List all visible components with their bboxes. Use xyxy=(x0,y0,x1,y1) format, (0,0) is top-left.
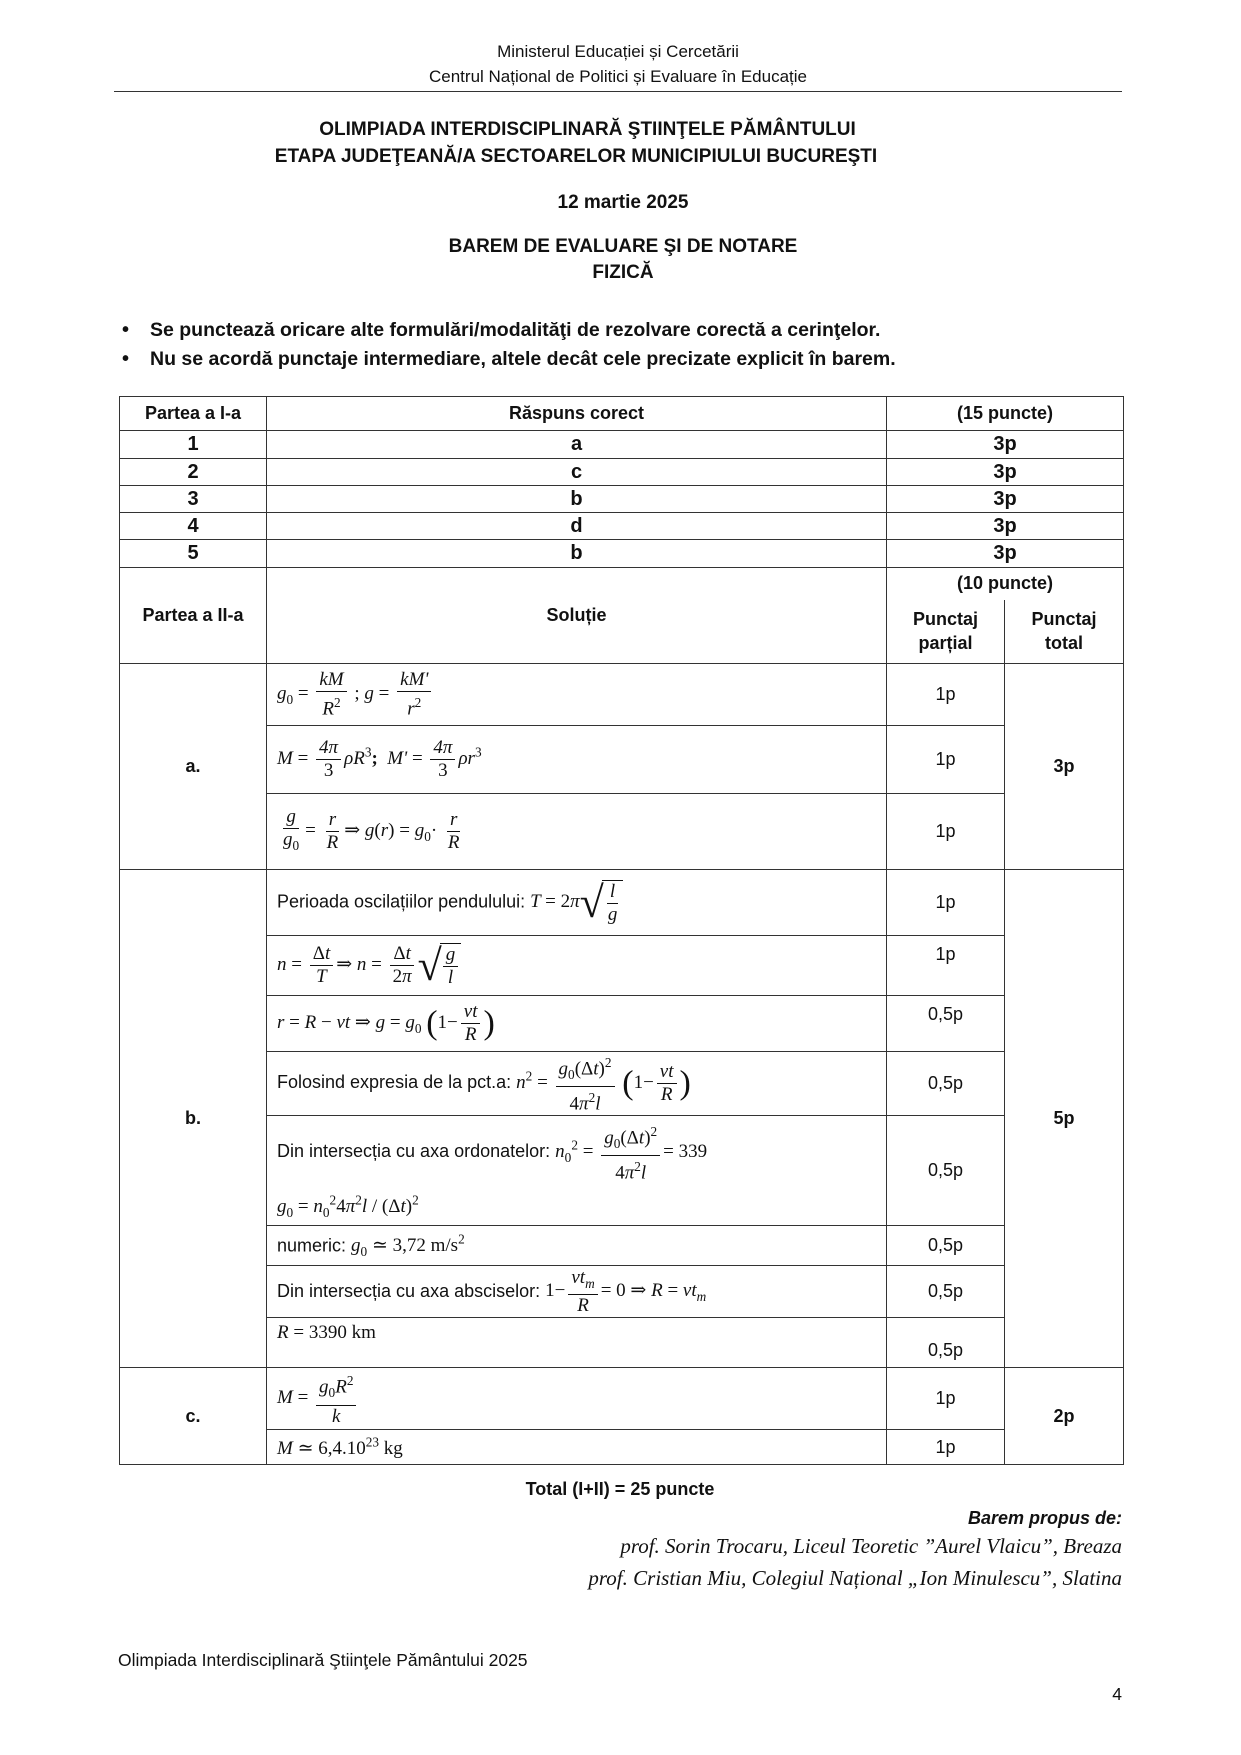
subject-title: FIZICĂ xyxy=(592,262,654,283)
total-header: Punctaj total xyxy=(1005,600,1124,664)
part1-header-row xyxy=(120,397,1124,431)
mass-exponent: 23 xyxy=(365,1434,380,1450)
formula-n-squared: Folosind expresia de la pct.a: $n^2$ = $\frac{g_0(\Delta t)^2}{4\pi^2l}$ (1− $\frac{vt}{R}$ ) xyxy=(267,1052,887,1116)
partial-points: 1p xyxy=(887,726,1005,794)
partial-points: 1p xyxy=(887,936,1005,996)
text-numeric: numeric: xyxy=(277,1235,347,1256)
part2-b-row xyxy=(120,1226,1124,1266)
footer-text: Olimpiada Interdisciplinară Ştiinţele Pământului 2025 xyxy=(118,1650,528,1670)
mass-value: 6,4.10 xyxy=(318,1438,366,1460)
partial-points: 0,5p xyxy=(887,1116,1005,1226)
partial-points: 1p xyxy=(887,870,1005,936)
partial-points: 1p xyxy=(887,794,1005,870)
formula-oscillations: n = $\frac{\Delta t}{T}$ ⇒ n = $\frac{\Delta t}{2\pi}$ √ $\frac{g}{l}$ xyxy=(267,936,887,996)
part2-label: Partea a II-a xyxy=(120,568,267,664)
partial-points: 0,5p xyxy=(887,1052,1005,1116)
part2-b-row xyxy=(120,1052,1124,1116)
formula-mass: M = $\frac{4\pi}{3}$ $\rho R^3$; M' = $\frac{4\pi}{3}$ $\rho r^3$ xyxy=(267,726,887,794)
g0-unit: m/s xyxy=(430,1235,459,1257)
item-points: 3p xyxy=(887,459,1124,486)
subitem-a-total: 3p xyxy=(1005,664,1124,870)
n0-squared-value: 339 xyxy=(678,1141,708,1163)
item-number: 4 xyxy=(120,513,267,540)
formula-radius-time: r = R − vt ⇒ $g = g_0$ (1− $\frac{vt}{R}$ ) xyxy=(267,996,887,1052)
part1-row xyxy=(120,513,1124,540)
part1-points-header: (15 puncte) xyxy=(887,397,1124,431)
numeric-planet-mass: M ≃ 6,4.10$^{23}$ kg xyxy=(267,1430,887,1465)
item-number: 1 xyxy=(120,431,267,459)
partial-points: 0,5p xyxy=(887,1266,1005,1318)
rule-item: • Se punctează oricare alte formulări/modalităţi de rezolvare corectă a cerinţelor. xyxy=(120,316,1120,345)
text-ordinate: Din intersecția cu axa ordonatelor: xyxy=(277,1141,551,1162)
formula-ordinate-intersection: Din intersecția cu axa ordonatelor: $n_0^2$ = $\frac{g_0(\Delta t)^2}{4\pi^2l}$ = 339 $g_0 = n_0^24\pi^2l / (\Delta t)^2$ xyxy=(267,1116,887,1226)
item-answer: a xyxy=(267,431,887,459)
barem-title: BAREM DE EVALUARE ŞI DE NOTARE xyxy=(448,236,798,257)
part2-a-row xyxy=(120,794,1124,870)
part2-b-row xyxy=(120,1116,1124,1226)
part2-b-row xyxy=(120,1318,1124,1368)
stage-title: ETAPA JUDEŢEANĂ/A SECTOARELOR MUNICIPIULUI BUCUREŞTI xyxy=(274,146,878,167)
part2-a-row xyxy=(120,664,1124,726)
subitem-c-total: 2p xyxy=(1005,1368,1124,1465)
radius-unit: km xyxy=(351,1322,376,1344)
item-answer: c xyxy=(267,459,887,486)
item-points: 3p xyxy=(887,486,1124,513)
partial-points: 1p xyxy=(887,1368,1005,1430)
text-using-a: Folosind expresia de la pct.a: xyxy=(277,1072,512,1093)
subitem-b-label: b. xyxy=(120,870,267,1368)
page-number: 4 xyxy=(1112,1684,1122,1704)
part2-c-row xyxy=(120,1430,1124,1465)
ministry-name: Ministerul Educației și Cercetării xyxy=(497,42,739,61)
partial-header: Punctaj parțial xyxy=(887,600,1005,664)
partial-points: 0,5p xyxy=(887,996,1005,1052)
g0-value: 3,72 xyxy=(392,1235,426,1257)
subitem-a-label: a. xyxy=(120,664,267,870)
subitem-b-total: 5p xyxy=(1005,870,1124,1368)
part2-header-row xyxy=(120,568,1124,600)
rule-item: • Nu se acordă punctaje intermediare, altele decât cele precizate explicit în barem. xyxy=(120,345,1120,374)
formula-g-ratio: $\frac{g}{g_0}$ = $\frac{r}{R}$ ⇒ $g(r) = g_0\cdot$ $\frac{r}{R}$ xyxy=(267,794,887,870)
part2-points-header: (10 puncte) xyxy=(887,568,1124,600)
item-points: 3p xyxy=(887,431,1124,459)
numeric-g0: numeric: $g_0$ ≃ 3,72 $m/s^2$ xyxy=(267,1226,887,1266)
part1-row xyxy=(120,486,1124,513)
formula-period: Perioada oscilațiilor pendulului: T = 2π √ $\frac{l}{g}$ xyxy=(267,870,887,936)
part2-b-row xyxy=(120,870,1124,936)
item-answer: d xyxy=(267,513,887,540)
part1-row xyxy=(120,431,1124,459)
rules-list xyxy=(120,316,1120,374)
total-points: Total (I+II) = 25 puncte xyxy=(525,1479,715,1499)
text-period: Perioada oscilațiilor pendulului: xyxy=(277,890,526,911)
barem-table xyxy=(119,396,1124,1465)
partial-points: 1p xyxy=(887,1430,1005,1465)
item-answer: b xyxy=(267,486,887,513)
mass-unit: kg xyxy=(383,1438,403,1460)
part2-b-row xyxy=(120,996,1124,1052)
formula-planet-mass: M = $\frac{g_0R^2}{k}$ xyxy=(267,1368,887,1430)
solution-header: Soluție xyxy=(267,568,887,664)
part2-b-row xyxy=(120,936,1124,996)
item-answer: b xyxy=(267,540,887,568)
item-number: 2 xyxy=(120,459,267,486)
formula-abscissa-intersection: Din intersecția cu axa absciselor: 1− $\frac{vt_m}{R}$ = 0 ⇒ $R = vt_m$ xyxy=(267,1266,887,1318)
radius-value: 3390 xyxy=(308,1322,347,1344)
part1-row xyxy=(120,540,1124,568)
author-1: prof. Sorin Trocaru, Liceul Teoretic ”Aurel Vlaicu”, Breaza xyxy=(620,1534,1122,1558)
author-2: prof. Cristian Miu, Colegiul Național „Ion Minulescu”, Slatina xyxy=(588,1566,1122,1590)
formula-gravity: $g_0$ = $\frac{kM}{R^2}$ ; g = $\frac{kM'}{r^2}$ xyxy=(267,664,887,726)
part1-row xyxy=(120,459,1124,486)
subitem-c-label: c. xyxy=(120,1368,267,1465)
header-divider xyxy=(114,91,1122,92)
part2-b-row xyxy=(120,1266,1124,1318)
partial-points: 0,5p xyxy=(887,1226,1005,1266)
part2-c-row xyxy=(120,1368,1124,1430)
item-number: 5 xyxy=(120,540,267,568)
item-points: 3p xyxy=(887,513,1124,540)
part2-a-row xyxy=(120,726,1124,794)
olympiad-title: OLIMPIADA INTERDISCIPLINARĂ ŞTIINŢELE PĂMÂNTULUI xyxy=(319,119,856,140)
numeric-radius: R = 3390 km xyxy=(267,1318,887,1368)
partial-points: 0,5p xyxy=(887,1318,1005,1368)
partial-points: 1p xyxy=(887,664,1005,726)
item-points: 3p xyxy=(887,540,1124,568)
part1-label: Partea a I-a xyxy=(120,397,267,431)
answer-header: Răspuns corect xyxy=(267,397,887,431)
proposed-by-label: Barem propus de: xyxy=(967,1508,1122,1528)
exam-date: 12 martie 2025 xyxy=(557,192,689,213)
center-name: Centrul Național de Politici și Evaluare în Educație xyxy=(429,67,807,86)
text-abscissa: Din intersecția cu axa absciselor: xyxy=(277,1280,541,1301)
item-number: 3 xyxy=(120,486,267,513)
